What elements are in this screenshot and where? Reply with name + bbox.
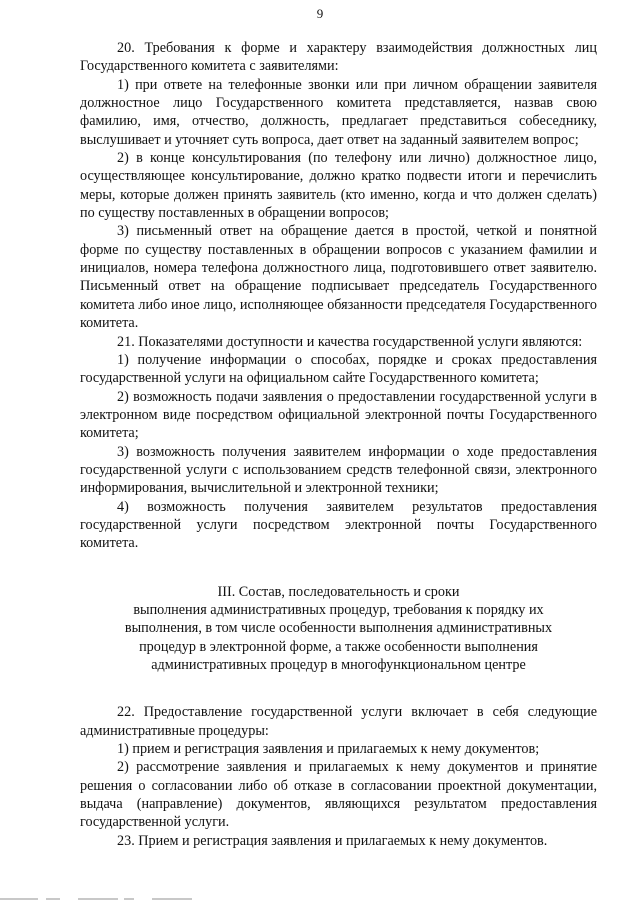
section-heading: [80, 583, 597, 675]
section-heading-line: процедур в электронной форме, а также особенности выполнения: [139, 638, 538, 655]
paragraph-21: 21. Показателями доступности и качества государственной услуги являются:: [117, 333, 583, 350]
section-heading-line: выполнения административных процедур, требования к порядку их: [133, 601, 544, 618]
paragraph-20-item-2: 2) в конце консультирования (по телефону или лично) должностное лицо, осуществляющее консультирование, должно кратко подвести итоги и перечислить меры, которые должен принять заявитель (кто именно, когда и что должен сделать) по существу поставленных в обращении вопросов;: [80, 150, 597, 222]
page-number: 9: [316, 6, 324, 21]
paragraph-20-item-1: 1) при ответе на телефонные звонки или при личном обращении заявителя должностное лицо Государственного комитета представляется, назвав свою фамилию, имя, отчество, должность, предлагает представиться собеседнику, выслушивает и уточняет суть вопроса, дает ответ на заданный заявителем вопрос;: [80, 76, 597, 148]
section-heading-line: административных процедур в многофункциональном центре: [151, 657, 526, 673]
paragraph-20: 20. Требования к форме и характеру взаимодействия должностных лиц Государственного комитета с заявителями:: [80, 40, 597, 75]
paragraph-20-item-3: 3) письменный ответ на обращение дается в простой, четкой и понятной форме по существу поставленных в обращении вопросов с указанием фамилии и инициалов, номера телефона должностного лица, подготовившего ответ заявителю. Письменный ответ на обращение подписывает председатель Государственного комитета либо иное лицо, исполняющее обязанности председателя Государственного комитета.: [80, 223, 597, 332]
paragraph-21-item-3: 3) возможность получения заявителем информации о ходе предоставления государственной услуги с использованием средств телефонной связи, электронного информирования, вычислительной и электронной техники;: [80, 443, 597, 497]
paragraph-23: 23. Прием и регистрация заявления и прилагаемых к нему документов.: [117, 832, 548, 849]
paragraph-22-item-2: 2) рассмотрение заявления и прилагаемых к нему документов и принятие решения о согласовании либо об отказе в согласовании проектной документации, выдача (направление) документов, являющихся результатом предоставления государственной услуги.: [80, 759, 597, 831]
paragraph-22-item-1: 1) прием и регистрация заявления и прилагаемых к нему документов;: [117, 741, 540, 758]
paragraph-21-item-1: 1) получение информации о способах, порядке и сроках предоставления государственной услуги на официальном сайте Государственного комитета;: [80, 351, 597, 387]
paragraph-21-item-2: 2) возможность подачи заявления о предоставлении государственной услуги в электронном виде посредством официальной электронной почты Государственного комитета;: [80, 388, 597, 442]
paragraph-22: 22. Предоставление государственной услуги включает в себя следующие административные процедуры:: [80, 704, 597, 739]
paragraph-21-item-4: 4) возможность получения заявителем результатов предоставления государственной услуги посредством электронной почты Государственного комитета.: [80, 498, 597, 552]
section-heading-line: выполнения, в том числе особенности выполнения административных: [124, 620, 553, 637]
scan-artifact: [0, 898, 200, 901]
section-heading-line: III. Состав, последовательность и сроки: [217, 583, 460, 600]
document-body: [80, 39, 597, 850]
